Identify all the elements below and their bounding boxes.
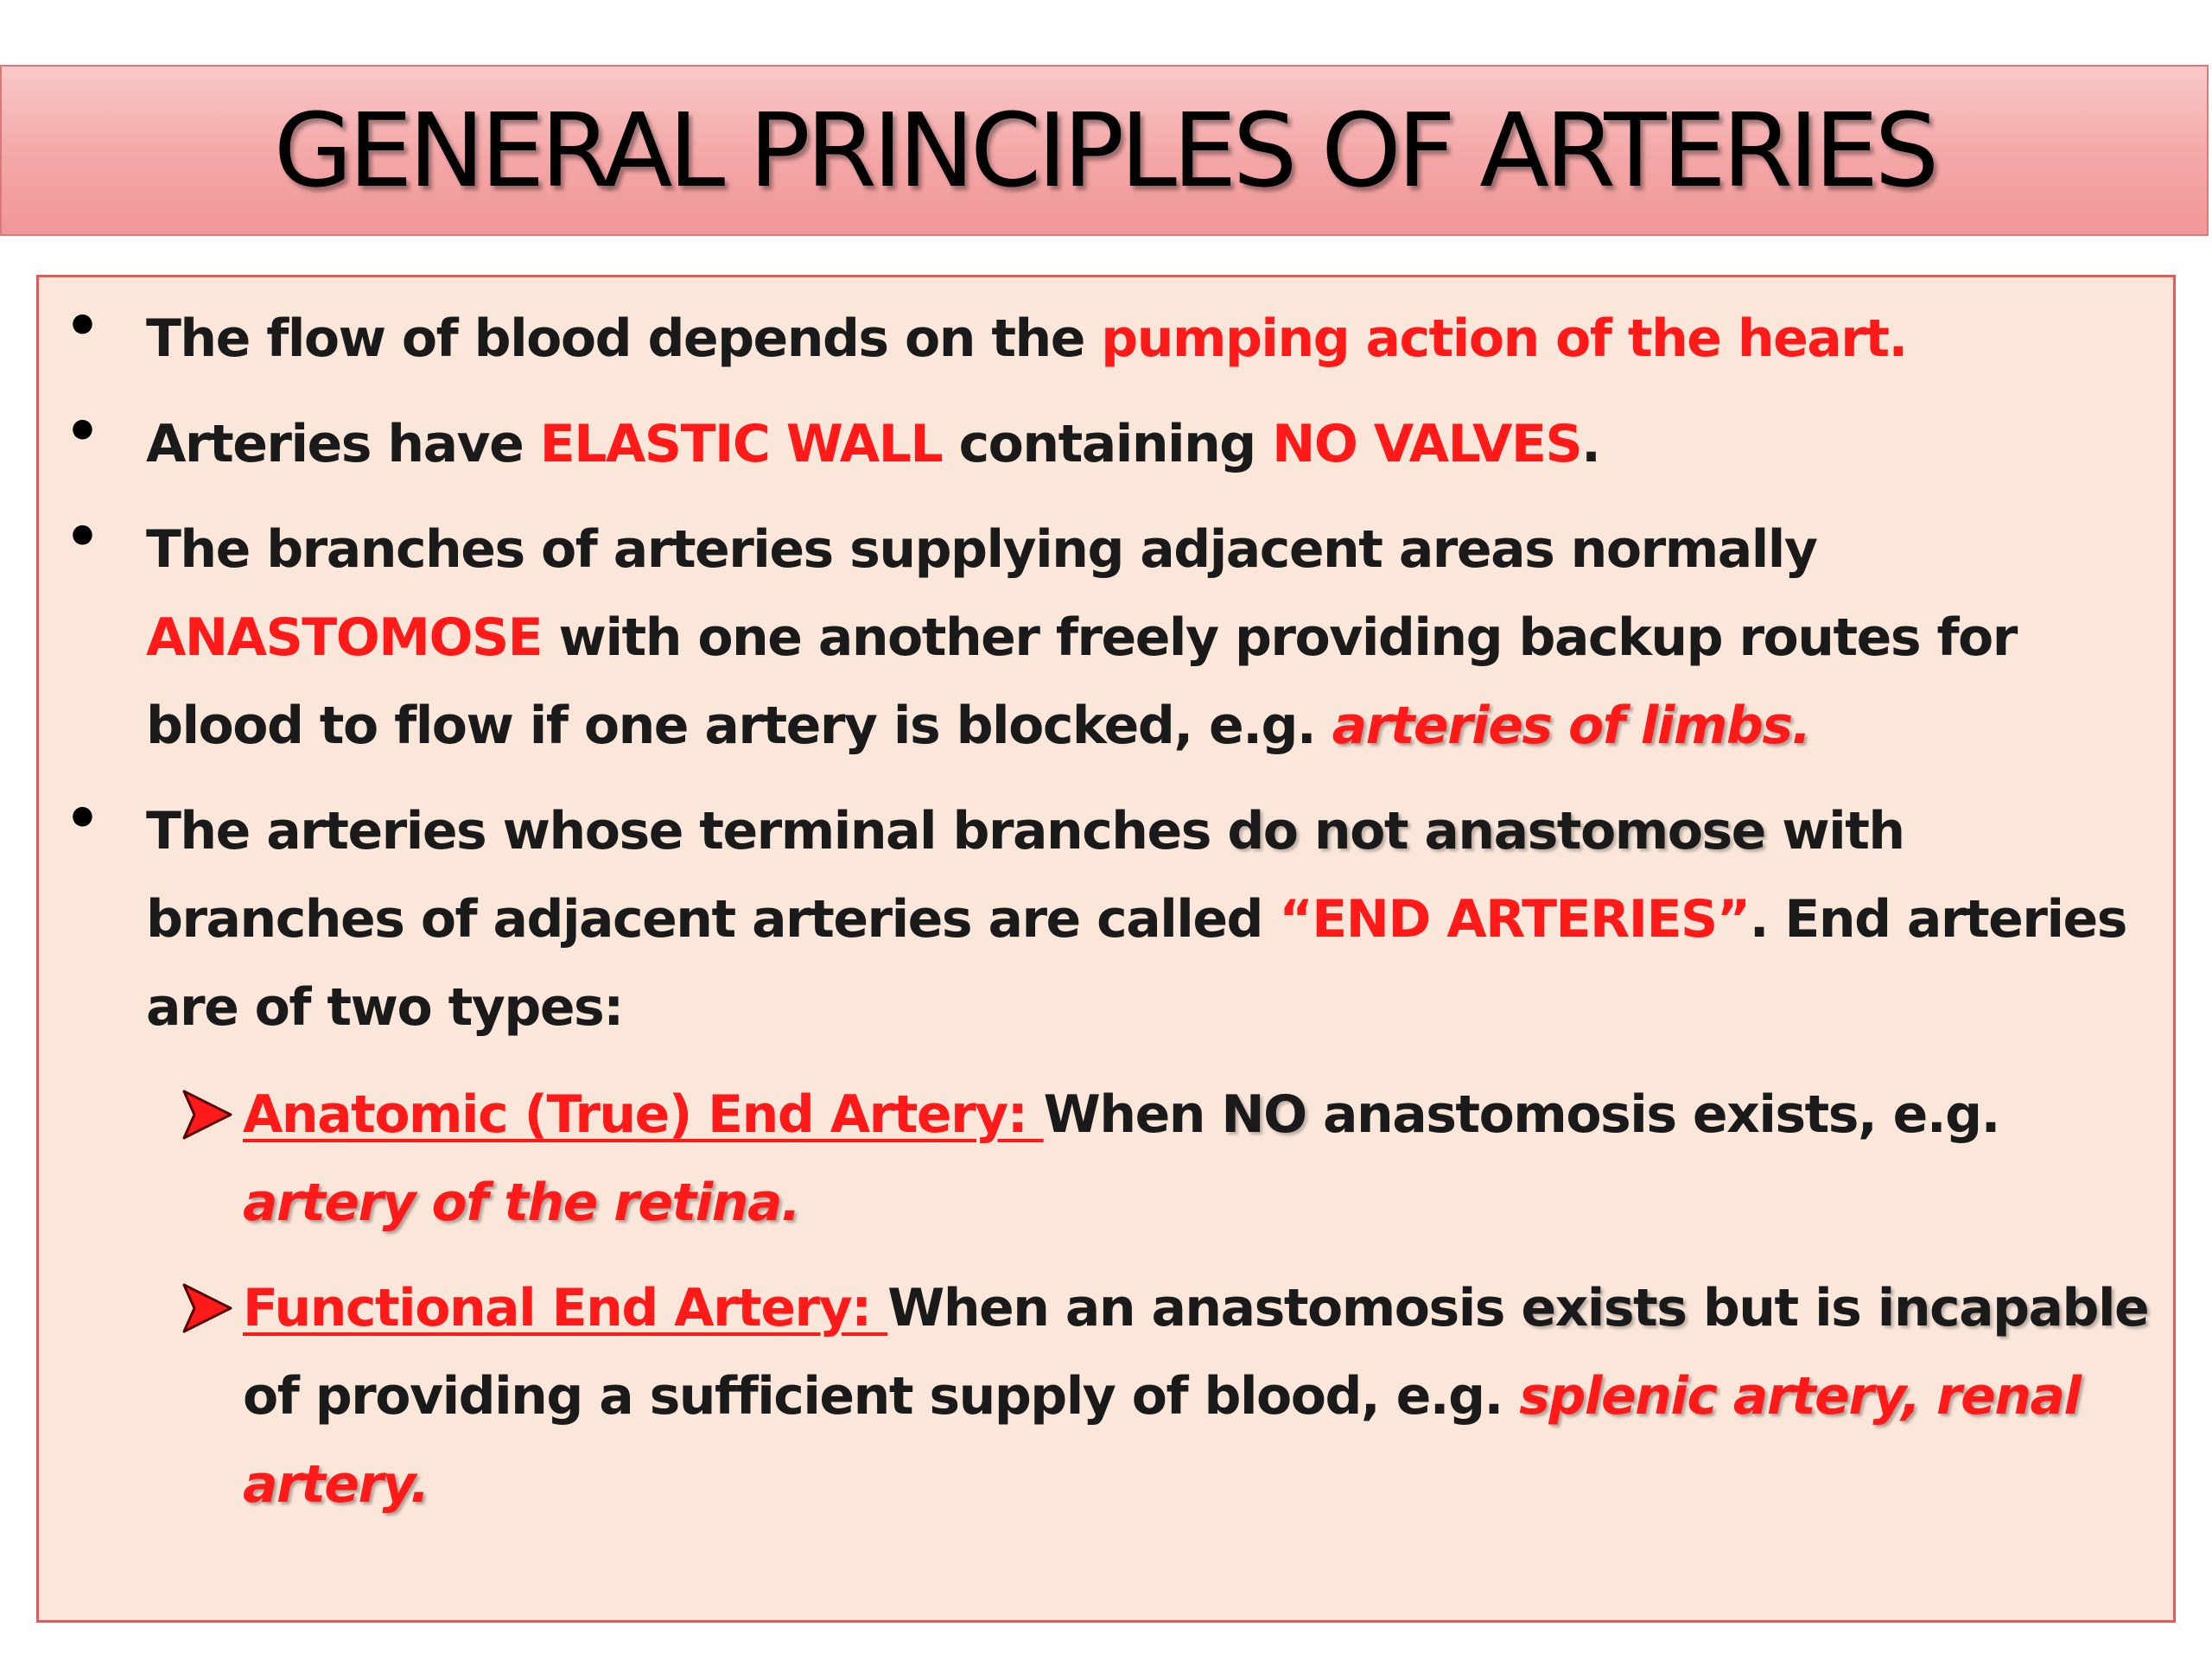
slide-title: GENERAL PRINCIPLES OF ARTERIES — [273, 91, 1936, 210]
bullet-4-highlight-end-arteries: “END ARTERIES” — [1279, 889, 1750, 950]
bullet-dot-icon: • — [65, 787, 100, 851]
bullet-1-highlight: pumping action of the heart. — [1101, 308, 1907, 369]
sub-bullet-2-example: splenic artery, renal artery. — [243, 1366, 2081, 1515]
bullet-3-text-a: The branches of arteries supplying adjacent areas normally — [146, 519, 1817, 580]
sub-bullet-1-emphasis: NO — [1221, 1084, 1306, 1145]
bullet-4-text-e: . End arteries are of two types: — [146, 889, 2126, 1038]
arrow-bullet-icon — [177, 1278, 238, 1338]
bullet-4-text-c: with branches of adjacent arteries are called — [146, 801, 1904, 950]
content-panel — [36, 275, 2176, 1623]
sub-bullet-2-text-b: When an anastomosis — [887, 1278, 1522, 1338]
bullet-1-text: The flow of blood depends on the — [146, 308, 1102, 369]
bullet-3-highlight-anastomose: ANASTOMOSE — [146, 607, 543, 668]
bullet-2-highlight-valves: NO VALVES — [1272, 414, 1582, 474]
sub-bullet-2-text-f: of providing a sufficient supply of blood, e.g. — [243, 1366, 1520, 1427]
bullet-text-1 — [146, 295, 2159, 383]
sub-bullet-2-emphasis-incapable: incapable — [1877, 1278, 2149, 1338]
bullet-4-text-a: The arteries whose terminal branches — [146, 801, 1228, 861]
bullet-3-example: arteries of limbs. — [1332, 696, 1810, 756]
arrow-bullet-icon — [177, 1084, 238, 1145]
sub-bullet-1-example: artery of the retina. — [243, 1173, 800, 1233]
bullet-2-text-e: . — [1581, 414, 1600, 474]
bullet-3-text-c: with one another freely providing backup routes for blood to flow if one artery is blocked, e.g. — [146, 607, 2017, 756]
sub-bullet-2-term: Functional End Artery: — [243, 1278, 888, 1338]
sub-bullet-2-emphasis-exists: exists — [1521, 1278, 1687, 1338]
sub-bullet-1-text-b: When — [1043, 1084, 1222, 1145]
bullet-text-3 — [146, 505, 2159, 770]
bullet-text-2 — [146, 400, 2159, 488]
sub-bullet-1-text-d: anastomosis exists, e.g. — [1306, 1084, 1999, 1145]
bullet-dot-icon: • — [65, 505, 100, 569]
bullet-4-emphasis: do not anastomose — [1227, 801, 1765, 861]
bullet-2-text-a: Arteries have — [146, 414, 540, 474]
bullet-text-4 — [146, 787, 2159, 1052]
sub-bullet-text-1 — [243, 1071, 2163, 1247]
bullet-2-highlight-elastic: ELASTIC WALL — [539, 414, 943, 474]
title-banner — [0, 65, 2209, 236]
sub-bullet-2-text-d: but is — [1686, 1278, 1878, 1338]
bullet-dot-icon: • — [65, 400, 100, 464]
bullet-2-text-c: containing — [942, 414, 1273, 474]
bullet-dot-icon: • — [65, 295, 100, 359]
sub-bullet-1-term: Anatomic (True) End Artery: — [243, 1084, 1044, 1145]
sub-bullet-text-2 — [243, 1264, 2163, 1529]
